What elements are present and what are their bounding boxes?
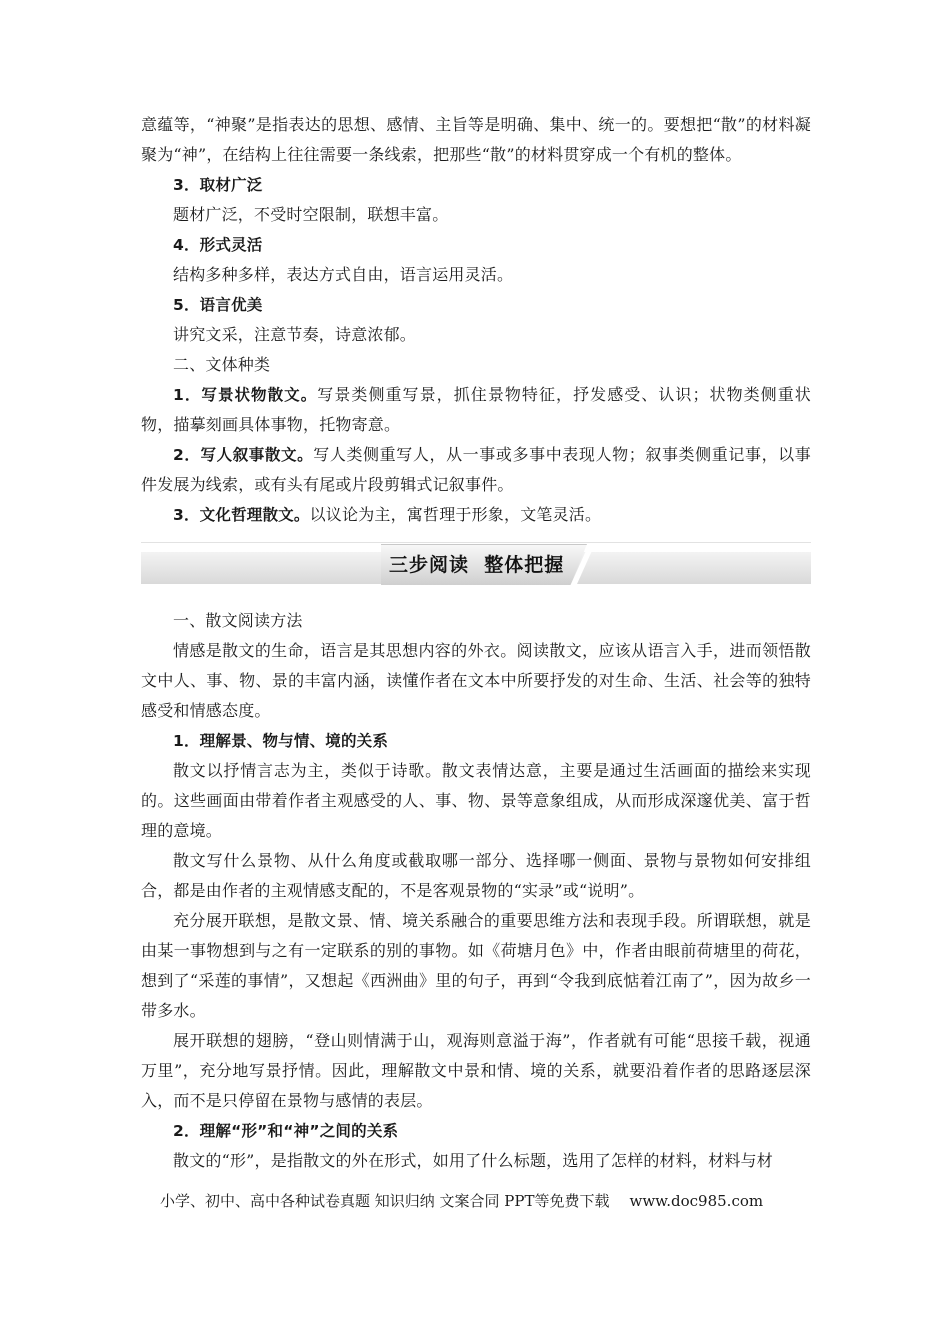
paragraph-continuation: 意蕴等，“神聚”是指表达的思想、感情、主旨等是明确、集中、统一的。要想把“散”的材料凝聚为“神”，在结构上往往需要一条线索，把那些“散”的材料贯穿成一个有机的整体。: [141, 115, 811, 164]
genre-lead-scenery: 1．写景状物散文。: [173, 386, 318, 404]
footer-site-link[interactable]: www.doc985.com: [629, 1192, 764, 1210]
genre-text-philosophy: 以议论为主，寓哲理于形象，文笔灵活。: [309, 505, 602, 524]
heading-form-spirit: 2．理解“形”和“神”之间的关系: [173, 1122, 399, 1140]
genre-item-scenery: [141, 380, 811, 440]
genre-lead-philosophy: 3．文化哲理散文。: [173, 506, 310, 524]
section-title-genres: 二、文体种类: [173, 355, 271, 374]
paragraph-intro: 情感是散文的生命，语言是其思想内容的外衣。阅读散文，应该从语言入手，进而领悟散文中人、事、物、景的丰富内涵，读懂作者在文本中所要抒发的对生命、生活、社会等的独特感受和情感态度。: [141, 641, 811, 720]
genre-lead-narrative: 2．写人叙事散文。: [173, 446, 314, 464]
genre-item-philosophy: [141, 500, 811, 530]
heading-flexible-form: 4．形式灵活: [173, 236, 263, 254]
heading-scene-emotion: 1．理解景、物与情、境的关系: [173, 732, 389, 750]
paragraph-flexible-form: 结构多种多样，表达方式自由，语言运用灵活。: [173, 265, 514, 284]
genre-text-scenery: 写景类侧重写景，抓住景物特征，抒发感受、认识；状物类侧重状物，描摹刻画具体事物，托物寄意。: [141, 385, 811, 434]
paragraph-wide-material: 题材广泛，不受时空限制，联想丰富。: [173, 205, 449, 224]
paragraph-scene-emotion-b: 散文写什么景物、从什么角度或截取哪一部分、选择哪一侧面、景物与景物如何安排组合，都是由作者的主观情感支配的，不是客观景物的“实录”或“说明”。: [141, 851, 811, 900]
section-banner: [141, 542, 811, 584]
heading-wide-material: 3．取材广泛: [173, 176, 263, 194]
heading-beautiful-language: 5．语言优美: [173, 296, 263, 314]
paragraph-form-spirit-a: 散文的“形”，是指散文的外在形式，如用了什么标题，选用了怎样的材料，材料与材: [173, 1151, 773, 1170]
section-title-reading-method: 一、散文阅读方法: [173, 611, 303, 630]
page-footer: [160, 1190, 800, 1211]
banner-title: 三步阅读 整体把握: [389, 554, 565, 576]
genre-text-narrative: 写人类侧重写人，从一事或多事中表现人物；叙事类侧重记事，以事件发展为线索，或有头有尾或片段剪辑式记叙事件。: [141, 445, 811, 494]
paragraph-scene-emotion-c: 充分展开联想，是散文景、情、境关系融合的重要思维方法和表现手段。所谓联想，就是由某一事物想到与之有一定联系的别的事物。如《荷塘月色》中，作者由眼前荷塘里的荷花，想到了“采莲的事情”，又想起《西洲曲》里的句子，再到“令我到底惦着江南了”，因为故乡一带多水。: [141, 911, 811, 1020]
footer-text: 小学、初中、高中各种试卷真题 知识归纳 文案合同 PPT等免费下载: [160, 1192, 610, 1210]
banner-top-line: [141, 542, 811, 543]
genre-item-narrative: [141, 440, 811, 500]
document-body: [141, 110, 811, 1176]
paragraph-scene-emotion-a: 散文以抒情言志为主，类似于诗歌。散文表情达意，主要是通过生活画面的描绘来实现的。这些画面由带着作者主观感受的人、事、物、景等意象组成，从而形成深邃优美、富于哲理的意境。: [141, 761, 811, 840]
paragraph-scene-emotion-d: 展开联想的翅膀，“登山则情满于山，观海则意溢于海”，作者就有可能“思接千载，视通万里”，充分地写景抒情。因此，理解散文中景和情、境的关系，就要沿着作者的思路逐层深入，而不是只停留在景物与感情的表层。: [141, 1031, 811, 1110]
paragraph-beautiful-language: 讲究文采，注意节奏，诗意浓郁。: [173, 325, 417, 344]
